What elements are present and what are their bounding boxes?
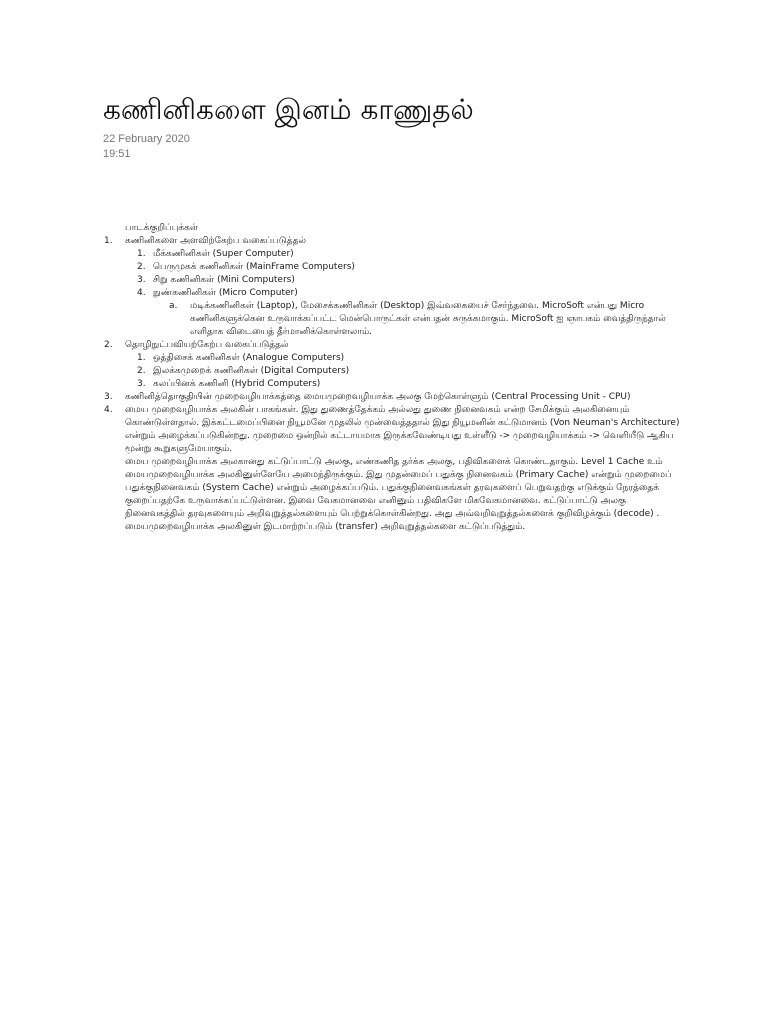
sublist-text: ஒத்திசைக் கணினிகள் (Analogue Computers)	[153, 353, 345, 363]
sublist-text: மீக்கணினிகள் (Super Computer)	[153, 249, 294, 259]
sublist-number: 3.	[137, 275, 146, 285]
sublist-item	[104, 287, 684, 300]
list-number: 4.	[104, 405, 113, 415]
list-item-3	[104, 391, 684, 404]
list-item-4	[104, 404, 684, 456]
sublist-item	[104, 378, 684, 391]
subsublist-letter: a.	[169, 301, 178, 311]
sublist-text: நுண்கணினிகள் (Micro Computer)	[153, 288, 298, 298]
sublist-item	[104, 365, 684, 378]
list-item-text: கணினிகளை அளவிற்கேற்ப வகைப்படுத்தல்	[125, 236, 306, 246]
sublist-number: 1.	[137, 249, 146, 259]
page-date: 22 February 2020	[103, 133, 190, 145]
sublist-number: 3.	[137, 379, 146, 389]
list-item-1	[104, 235, 684, 248]
subsublist-item	[104, 300, 684, 339]
sublist-number: 2.	[137, 366, 146, 376]
list-number: 2.	[104, 340, 113, 350]
page-time: 19:51	[103, 148, 131, 160]
section-heading: பாடக்குறிப்புக்கள்	[125, 223, 199, 233]
paragraph: மைய முறைவழியாக்க அலகானது கட்டுப்பாட்டு அலகு, எண்கணித தர்க்க அலகு, பதிவிகளைக் கொண்டதாகும். Level 1 Cache உம் மையமுறைவழியாக்க அலகினுள்ளேயே அமைந்திருக்கும். இது முதன்மைப் பதுக்கு நினைவகம் (Primary Cache) என்றும் முறைமைப் பதுக்குநினைவகம் (System Cache) என்றும் அழைக்கப்படும். பதுக்குநினைவகங்கள் தரவுகளைப் பெறுவதற்கு எடுக்கும் நேரத்தைக் குறைப்பதற்கே உருவாக்கப்பட்டுள்ளன. இவை வேகமானவை எனினும் பதிவிகளே மிகவேகமானவை. கட்டுப்பாட்டு அலகு நினைவகத்தில் தரவுகளையும் அறிவுறுத்தல்களையும் பெற்றுக்கொள்கின்றது. அது அவ்வறிவுறுத்தல்களைக் குறிவிழக்கும் (decode) . மையமுறைவழியாக்க அலகினுள் இடமாற்றப்படும் (transfer) அறிவுறுத்தல்களை கட்டுப்படுத்தும்.	[125, 457, 672, 532]
note-content[interactable]	[104, 222, 684, 534]
list-number: 1.	[104, 236, 113, 246]
sublist-item	[104, 261, 684, 274]
sublist-item	[104, 274, 684, 287]
sublist-number: 1.	[137, 353, 146, 363]
sublist-text: சிறு கணினிகள் (Mini Computers)	[153, 275, 295, 285]
list-item-text: மைய முறைவழியாக்க அலகின் பாகங்கள். இது துணைத்தேக்கம் அல்லது துணை நினைவகம் என்ற சேமிக்கும் அலகினையும் கொண்டுள்ளதால். இக்கட்டமைப்பினை நியூமனே முதலில் முன்வைத்ததால் இது நியூமனின் கட்டுமானம் (Von Neuman's Architecture) என்றும் அழைக்கப்படுகின்றது. முறைமை ஒன்றில் கட்டாயமாக இருக்கவேண்டியது உள்ளீடு -> முறைவழியாக்கம் -> வெளியீடு ஆகிய மூன்று கூறுகளுமேயாகும்.	[125, 405, 680, 454]
list-item-text: கணினித்தொகுதியின் முறைவழியாக்கத்தை மையமுறைவழியாக்க அலகு மேற்கொள்ளும் (Central Processing Unit - CPU)	[125, 392, 631, 402]
page-title: கணினிகளை இனம் காணுதல்	[103, 93, 474, 126]
sublist-item	[104, 352, 684, 365]
list-number: 3.	[104, 392, 113, 402]
sublist-number: 2.	[137, 262, 146, 272]
list-item-text: தொழிநுட்பவியற்கேற்ப வகைப்படுத்தல்	[125, 340, 289, 350]
sublist-text: இலக்கமுறைக் கணினிகள் (Digital Computers)	[153, 366, 350, 376]
sublist-number: 4.	[137, 288, 146, 298]
sublist-item	[104, 248, 684, 261]
list-item-2	[104, 339, 684, 352]
subsublist-text: மடிக்கணினிகள் (Laptop), மேசைக்கணினிகள் (Desktop) இவ்வகையைச் சேர்ந்தவை. MicroSoft என்பது Micro கணினிகளுக்கென உருவாக்கப்பட்ட மென்பொருட்கள் என்பதன் சுருக்கமாகும். MicroSoft ஐ ஞாபகம் வைத்திருந்தால் எளிதாக விடையைத் தீர்மானிக்கொள்ளலாம்.	[190, 301, 666, 337]
page-meta	[103, 132, 190, 162]
sublist-text: பெருமுகக் கணினிகள் (MainFrame Computers)	[153, 262, 355, 272]
sublist-text: கலப்பினக் கணினி (Hybrid Computers)	[153, 379, 321, 389]
